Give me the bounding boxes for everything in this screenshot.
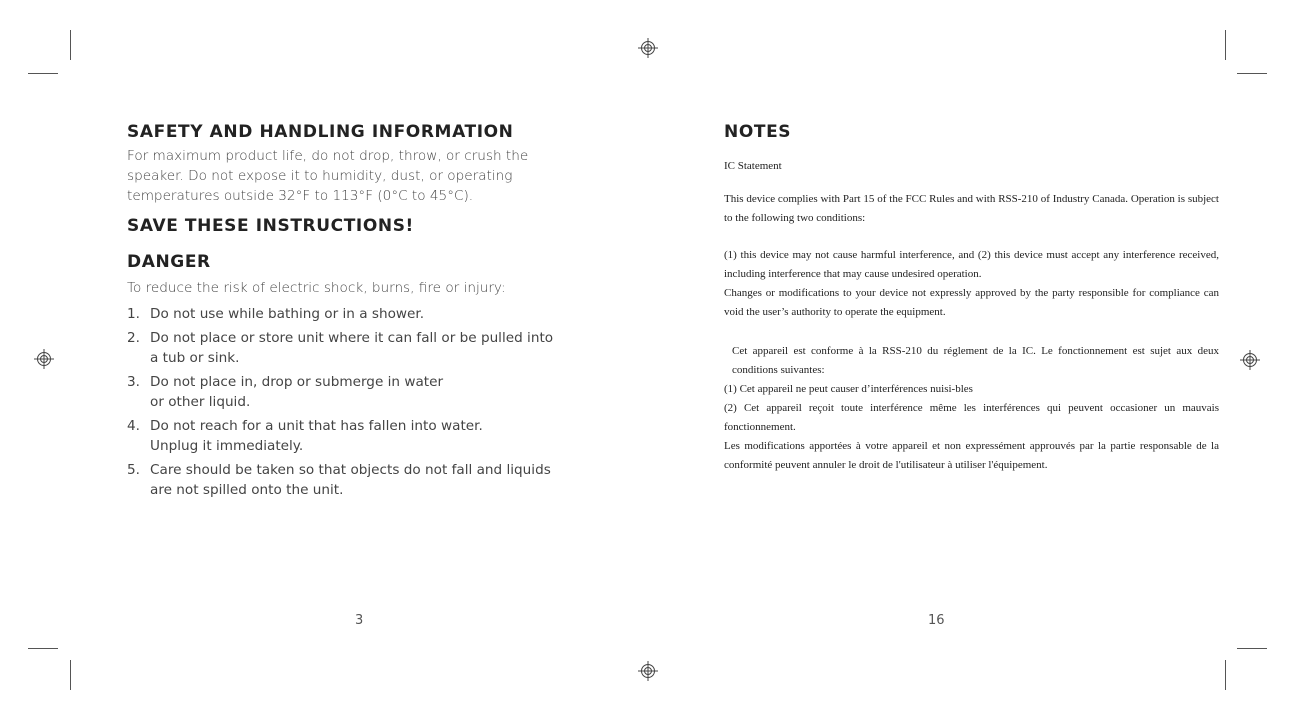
list-item: 4. Do not reach for a unit that has fallen into water. Unplug it immediately.	[127, 418, 483, 454]
registration-mark-bottom-icon	[638, 661, 658, 681]
page-number-right: 16	[928, 613, 945, 628]
list-item: 5. Care should be taken so that objects do not fall and liquids are not spilled onto the unit.	[127, 462, 551, 498]
danger-heading: DANGER	[127, 252, 211, 272]
safety-heading: SAFETY AND HANDLING INFORMATION	[127, 122, 514, 142]
conditions-paragraph: (1) this device may not cause harmful interference, and (2) this device must accept any interference received, including interference that may cause undesired operation.	[724, 249, 1219, 280]
registration-mark-right-icon	[1240, 350, 1260, 370]
ic-statement-label: IC Statement	[724, 160, 782, 172]
save-instructions-heading: SAVE THESE INSTRUCTIONS!	[127, 216, 414, 236]
french-paragraph-1: Cet appareil est conforme à la RSS-210 du réglement de la IC. Le fonctionnement est sujet aux deux conditions suivantes:	[732, 345, 1219, 376]
french-paragraph-4: Les modifications apportées à votre appareil et non expressément approuvés par la partie responsable de la conformité peuvent annuler le droit de l'utilisateur à utiliser l'équipement.	[724, 440, 1219, 471]
danger-intro: To reduce the risk of electric shock, burns, fire or injury:	[127, 280, 506, 296]
notes-heading: NOTES	[724, 122, 792, 142]
list-item: 2. Do not place or store unit where it can fall or be pulled into a tub or sink.	[127, 330, 554, 366]
left-page	[127, 122, 557, 504]
crop-mark-top-right-v	[1225, 30, 1226, 60]
fcc-paragraph: This device complies with Part 15 of the FCC Rules and with RSS-210 of Industry Canada. Operation is subject to the following two conditions:	[724, 193, 1219, 224]
crop-mark-top-left-h	[28, 73, 58, 74]
crop-mark-bottom-left-h	[28, 648, 58, 649]
page-number-left: 3	[355, 613, 364, 628]
registration-mark-left-icon	[34, 349, 54, 369]
crop-mark-bottom-right-v	[1225, 660, 1226, 690]
list-item: 3. Do not place in, drop or submerge in water or other liquid.	[127, 374, 444, 410]
modifications-paragraph: Changes or modifications to your device not expressly approved by the party responsible for compliance can void the user’s authority to operate the equipment.	[724, 287, 1219, 318]
crop-mark-top-left-v	[70, 30, 71, 60]
crop-mark-bottom-right-h	[1237, 648, 1267, 649]
crop-mark-top-right-h	[1237, 73, 1267, 74]
safety-paragraph: For maximum product life, do not drop, throw, or crush the speaker. Do not expose it to humidity, dust, or operating temperatures outside 32°F to 113°F (0°C to 45°C).	[127, 148, 529, 204]
crop-mark-bottom-left-v	[70, 660, 71, 690]
french-paragraph-2: (1) Cet appareil ne peut causer d’interférences nuisi-bles	[724, 383, 973, 395]
list-item: 1. Do not use while bathing or in a shower.	[127, 306, 425, 322]
french-paragraph-3: (2) Cet appareil reçoit toute interférence même les interférences qui peuvent occasioner un mauvais fonctionnement.	[724, 402, 1219, 433]
registration-mark-top-icon	[638, 38, 658, 58]
right-page	[724, 122, 1219, 475]
danger-list	[127, 304, 557, 500]
